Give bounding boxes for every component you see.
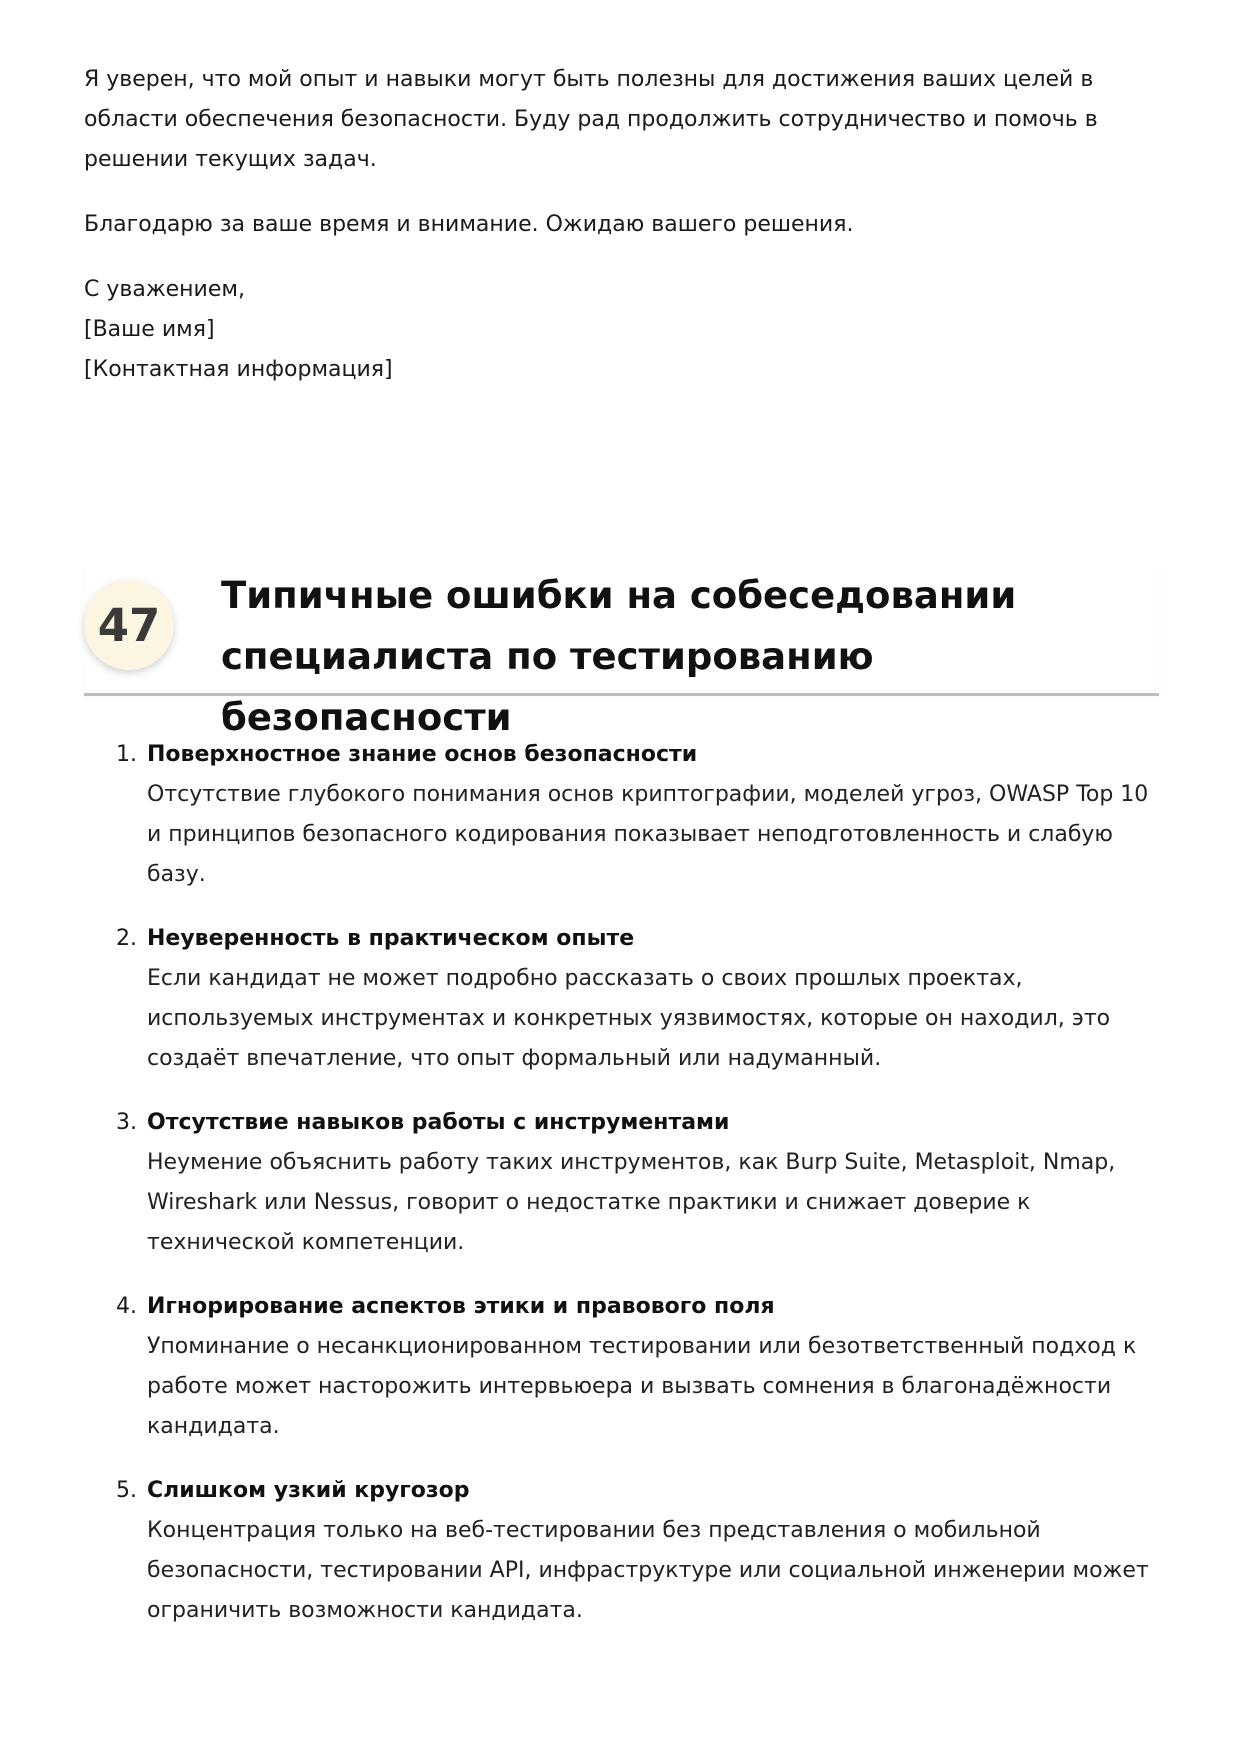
list-item-number: 3. — [116, 1110, 137, 1135]
list-item-title: Игнорирование аспектов этики и правового поля — [147, 1294, 775, 1319]
list-item — [84, 919, 1159, 1079]
intro-paragraph-1: Я уверен, что мой опыт и навыки могут быть полезны для достижения ваших целей в области обеспечения безопасности. Буду рад продолжить сотрудничество и помочь в решении текущих задач. — [84, 67, 1098, 172]
list-item-description: Отсутствие глубокого понимания основ криптографии, моделей угроз, OWASP Top 10 и принципов безопасного кодирования показывает неподготовленность и слабую базу. — [147, 782, 1149, 887]
list-item-title: Поверхностное знание основ безопасности — [147, 742, 698, 767]
list-item-number: 2. — [116, 926, 137, 951]
section-title: Типичные ошибки на собеседовании специалиста по тестированию безопасности — [221, 574, 1017, 739]
name-placeholder: [Ваше имя] — [84, 317, 215, 342]
list-item-number: 5. — [116, 1478, 137, 1503]
mistakes-list — [84, 735, 1159, 1655]
signature-block — [84, 270, 1159, 390]
list-item — [84, 735, 1159, 895]
list-item-title: Отсутствие навыков работы с инструментами — [147, 1110, 730, 1135]
section-header — [84, 565, 1159, 739]
list-item — [84, 1103, 1159, 1263]
list-item-title: Слишком узкий кругозор — [147, 1478, 470, 1503]
list-item-description: Концентрация только на веб-тестировании без представления о мобильной безопасности, тестировании API, инфраструктуре или социальной инженерии может ограничить возможности кандидата. — [147, 1518, 1149, 1623]
section-number-badge: 47 — [84, 580, 174, 670]
intro-paragraph-2: Благодарю за ваше время и внимание. Ожидаю вашего решения. — [84, 212, 854, 237]
list-item-number: 4. — [116, 1294, 137, 1319]
letter-closing-section — [84, 60, 1159, 390]
list-item — [84, 1471, 1159, 1631]
closing-text: С уважением, — [84, 277, 245, 302]
list-item-description: Неумение объяснить работу таких инструментов, как Burp Suite, Metasploit, Nmap, Wireshark или Nessus, говорит о недостатке практики и снижает доверие к технической компетенции. — [147, 1150, 1116, 1255]
list-item — [84, 1287, 1159, 1447]
list-item-number: 1. — [116, 742, 137, 767]
contact-placeholder: [Контактная информация] — [84, 357, 393, 382]
list-item-title: Неуверенность в практическом опыте — [147, 926, 635, 951]
list-item-description: Если кандидат не может подробно рассказать о своих прошлых проектах, используемых инструментах и конкретных уязвимостях, которые он находил, это создаёт впечатление, что опыт формальный или надуманный. — [147, 966, 1111, 1071]
list-item-description: Упоминание о несанкционированном тестировании или безответственный подход к работе может насторожить интервьюера и вызвать сомнения в благонадёжности кандидата. — [147, 1334, 1137, 1439]
